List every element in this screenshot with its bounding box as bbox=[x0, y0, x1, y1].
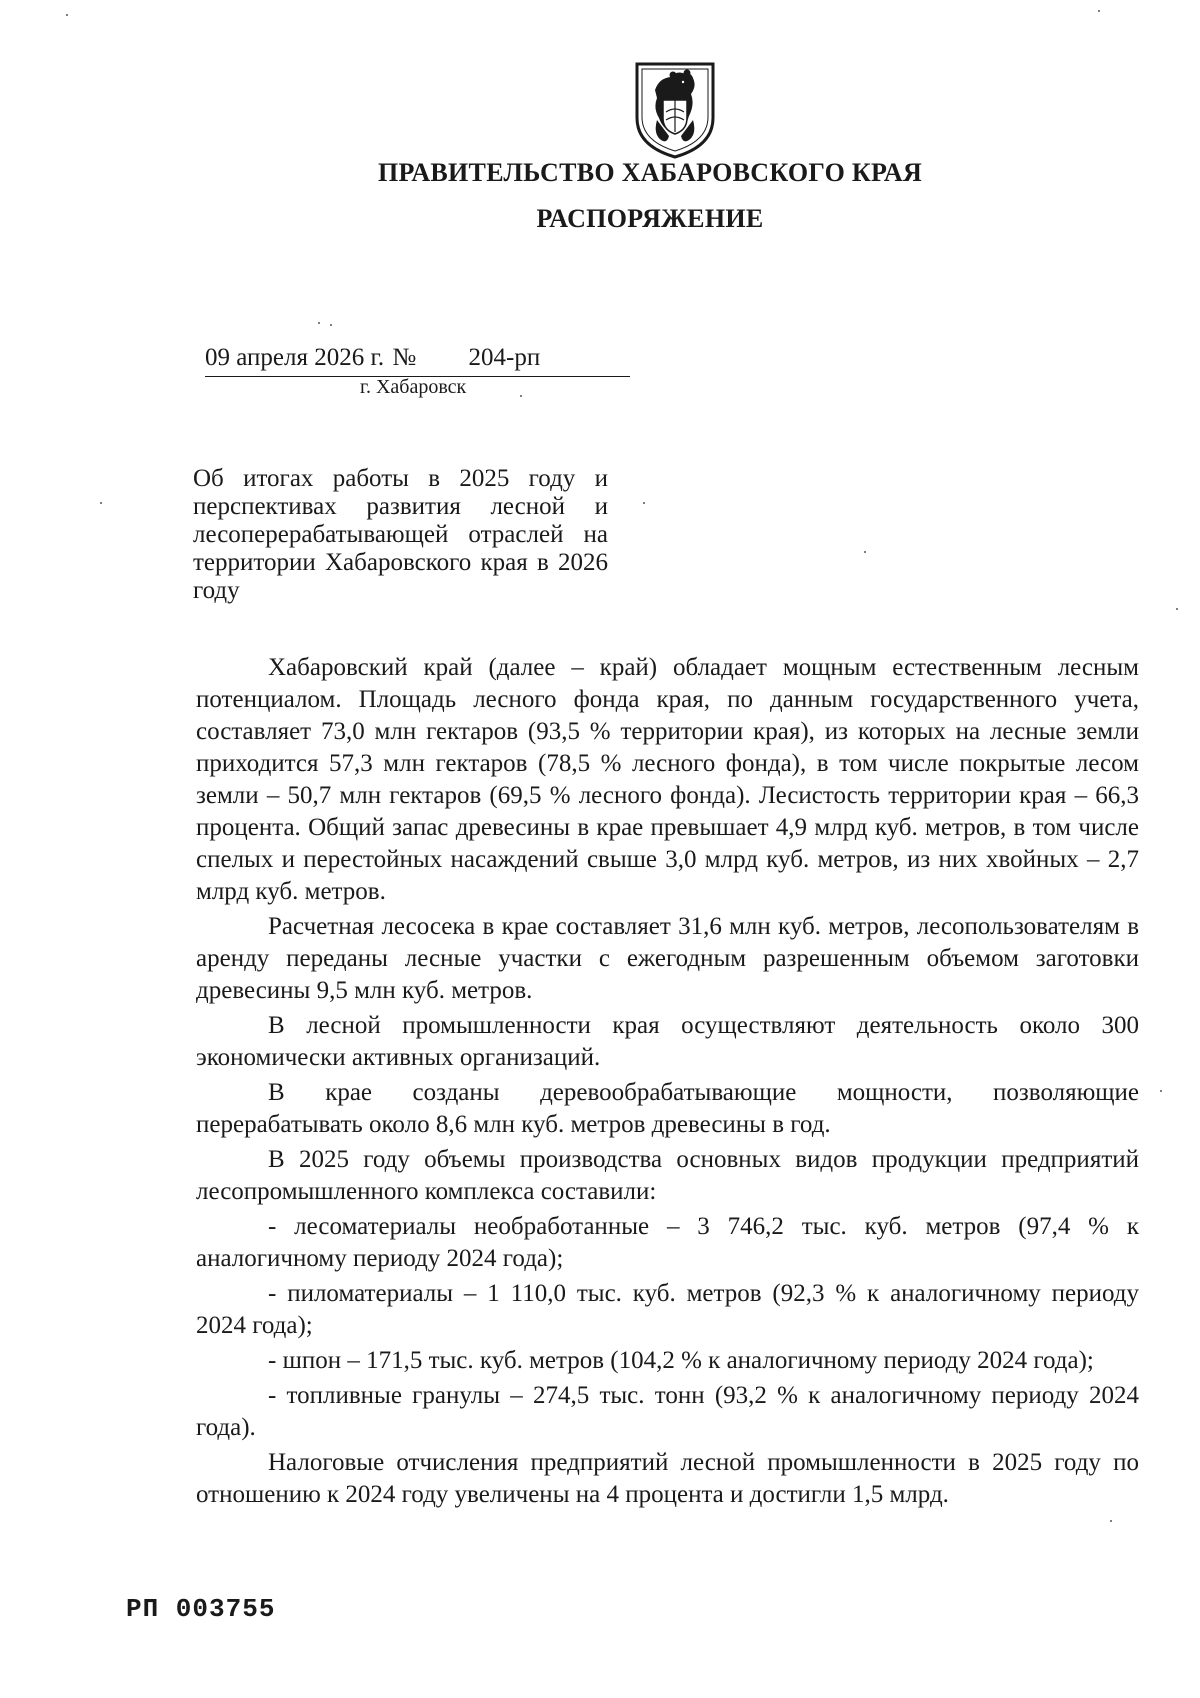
city-label: г. Хабаровск bbox=[360, 376, 467, 398]
scan-speck bbox=[1110, 1520, 1112, 1522]
list-item: - топливные гранулы – 274,5 тыс. тонн (93,2 % к аналогичному периоду 2024 года). bbox=[196, 1382, 1139, 1441]
coat-of-arms-icon bbox=[633, 60, 717, 160]
scan-speck bbox=[66, 14, 68, 16]
scan-speck bbox=[1160, 1090, 1162, 1092]
scan-speck bbox=[330, 324, 332, 326]
scan-speck bbox=[1176, 608, 1178, 610]
scan-speck bbox=[864, 551, 866, 553]
document-body bbox=[196, 652, 1139, 1514]
paragraph: Хабаровский край (далее – край) обладает мощным естественным лесным потенциалом. Площадь лесного фонда края, по данным государственного учета, составляет 73,0 млн гектаров (93,5 % территории края), из которых на лесные земли приходится 57,3 млн гектаров (78,5 % лесного фонда), в том числе покрытые лесом земли – 50,7 млн гектаров (69,5 % лесного фонда). Лесистость территории края – 66,3 процента. Общий запас древесины в крае превышает 4,9 млрд куб. метров, в том числе спелых и перестойных насаждений свыше 3,0 млрд куб. метров, из них хвойных – 2,7 млрд куб. метров. bbox=[196, 654, 1139, 905]
paragraph: В 2025 году объемы производства основных видов продукции предприятий лесопромышленного комплекса составили: bbox=[196, 1146, 1139, 1205]
number-label: № bbox=[392, 344, 417, 371]
paragraph: В лесной промышленности края осуществляют деятельность около 300 экономически активных организаций. bbox=[196, 1012, 1139, 1071]
scan-speck bbox=[318, 322, 320, 324]
document-subject: Об итогах работы в 2025 году и перспективах развития лесной и лесоперерабатывающей отраслей на территории Хабаровского края в 2026 году bbox=[193, 465, 608, 604]
scan-speck bbox=[1098, 10, 1100, 12]
paragraph: Расчетная лесосека в крае составляет 31,6 млн куб. метров, лесопользователям в аренду переданы лесные участки с ежегодным разрешенным объемом заготовки древесины 9,5 млн куб. метров. bbox=[196, 913, 1139, 1004]
document-type-heading: РАСПОРЯЖЕНИЕ bbox=[536, 204, 764, 233]
document-number: 204-рп bbox=[468, 344, 541, 371]
form-code: РП 003755 bbox=[126, 1594, 276, 1624]
document-date: 09 апреля 2026 г. bbox=[205, 344, 385, 371]
list-item: - шпон – 171,5 тыс. куб. метров (104,2 % к аналогичному периоду 2024 года); bbox=[268, 1347, 1094, 1374]
organization-title: ПРАВИТЕЛЬСТВО ХАБАРОВСКОГО КРАЯ bbox=[377, 158, 923, 187]
list-item: - лесоматериалы необработанные – 3 746,2 тыс. куб. метров (97,4 % к аналогичному периоду 2024 года); bbox=[196, 1213, 1139, 1272]
scan-speck bbox=[643, 502, 645, 504]
registration-line bbox=[205, 344, 630, 377]
paragraph: Налоговые отчисления предприятий лесной промышленности в 2025 году по отношению к 2024 году увеличены на 4 процента и достигли 1,5 млрд. bbox=[196, 1449, 1139, 1508]
scan-speck bbox=[100, 502, 102, 504]
paragraph: В крае созданы деревообрабатывающие мощности, позволяющие перерабатывать около 8,6 млн куб. метров древесины в год. bbox=[196, 1079, 1139, 1138]
scan-speck bbox=[520, 395, 522, 397]
list-item: - пиломатериалы – 1 110,0 тыс. куб. метров (92,3 % к аналогичному периоду 2024 года); bbox=[196, 1280, 1139, 1339]
